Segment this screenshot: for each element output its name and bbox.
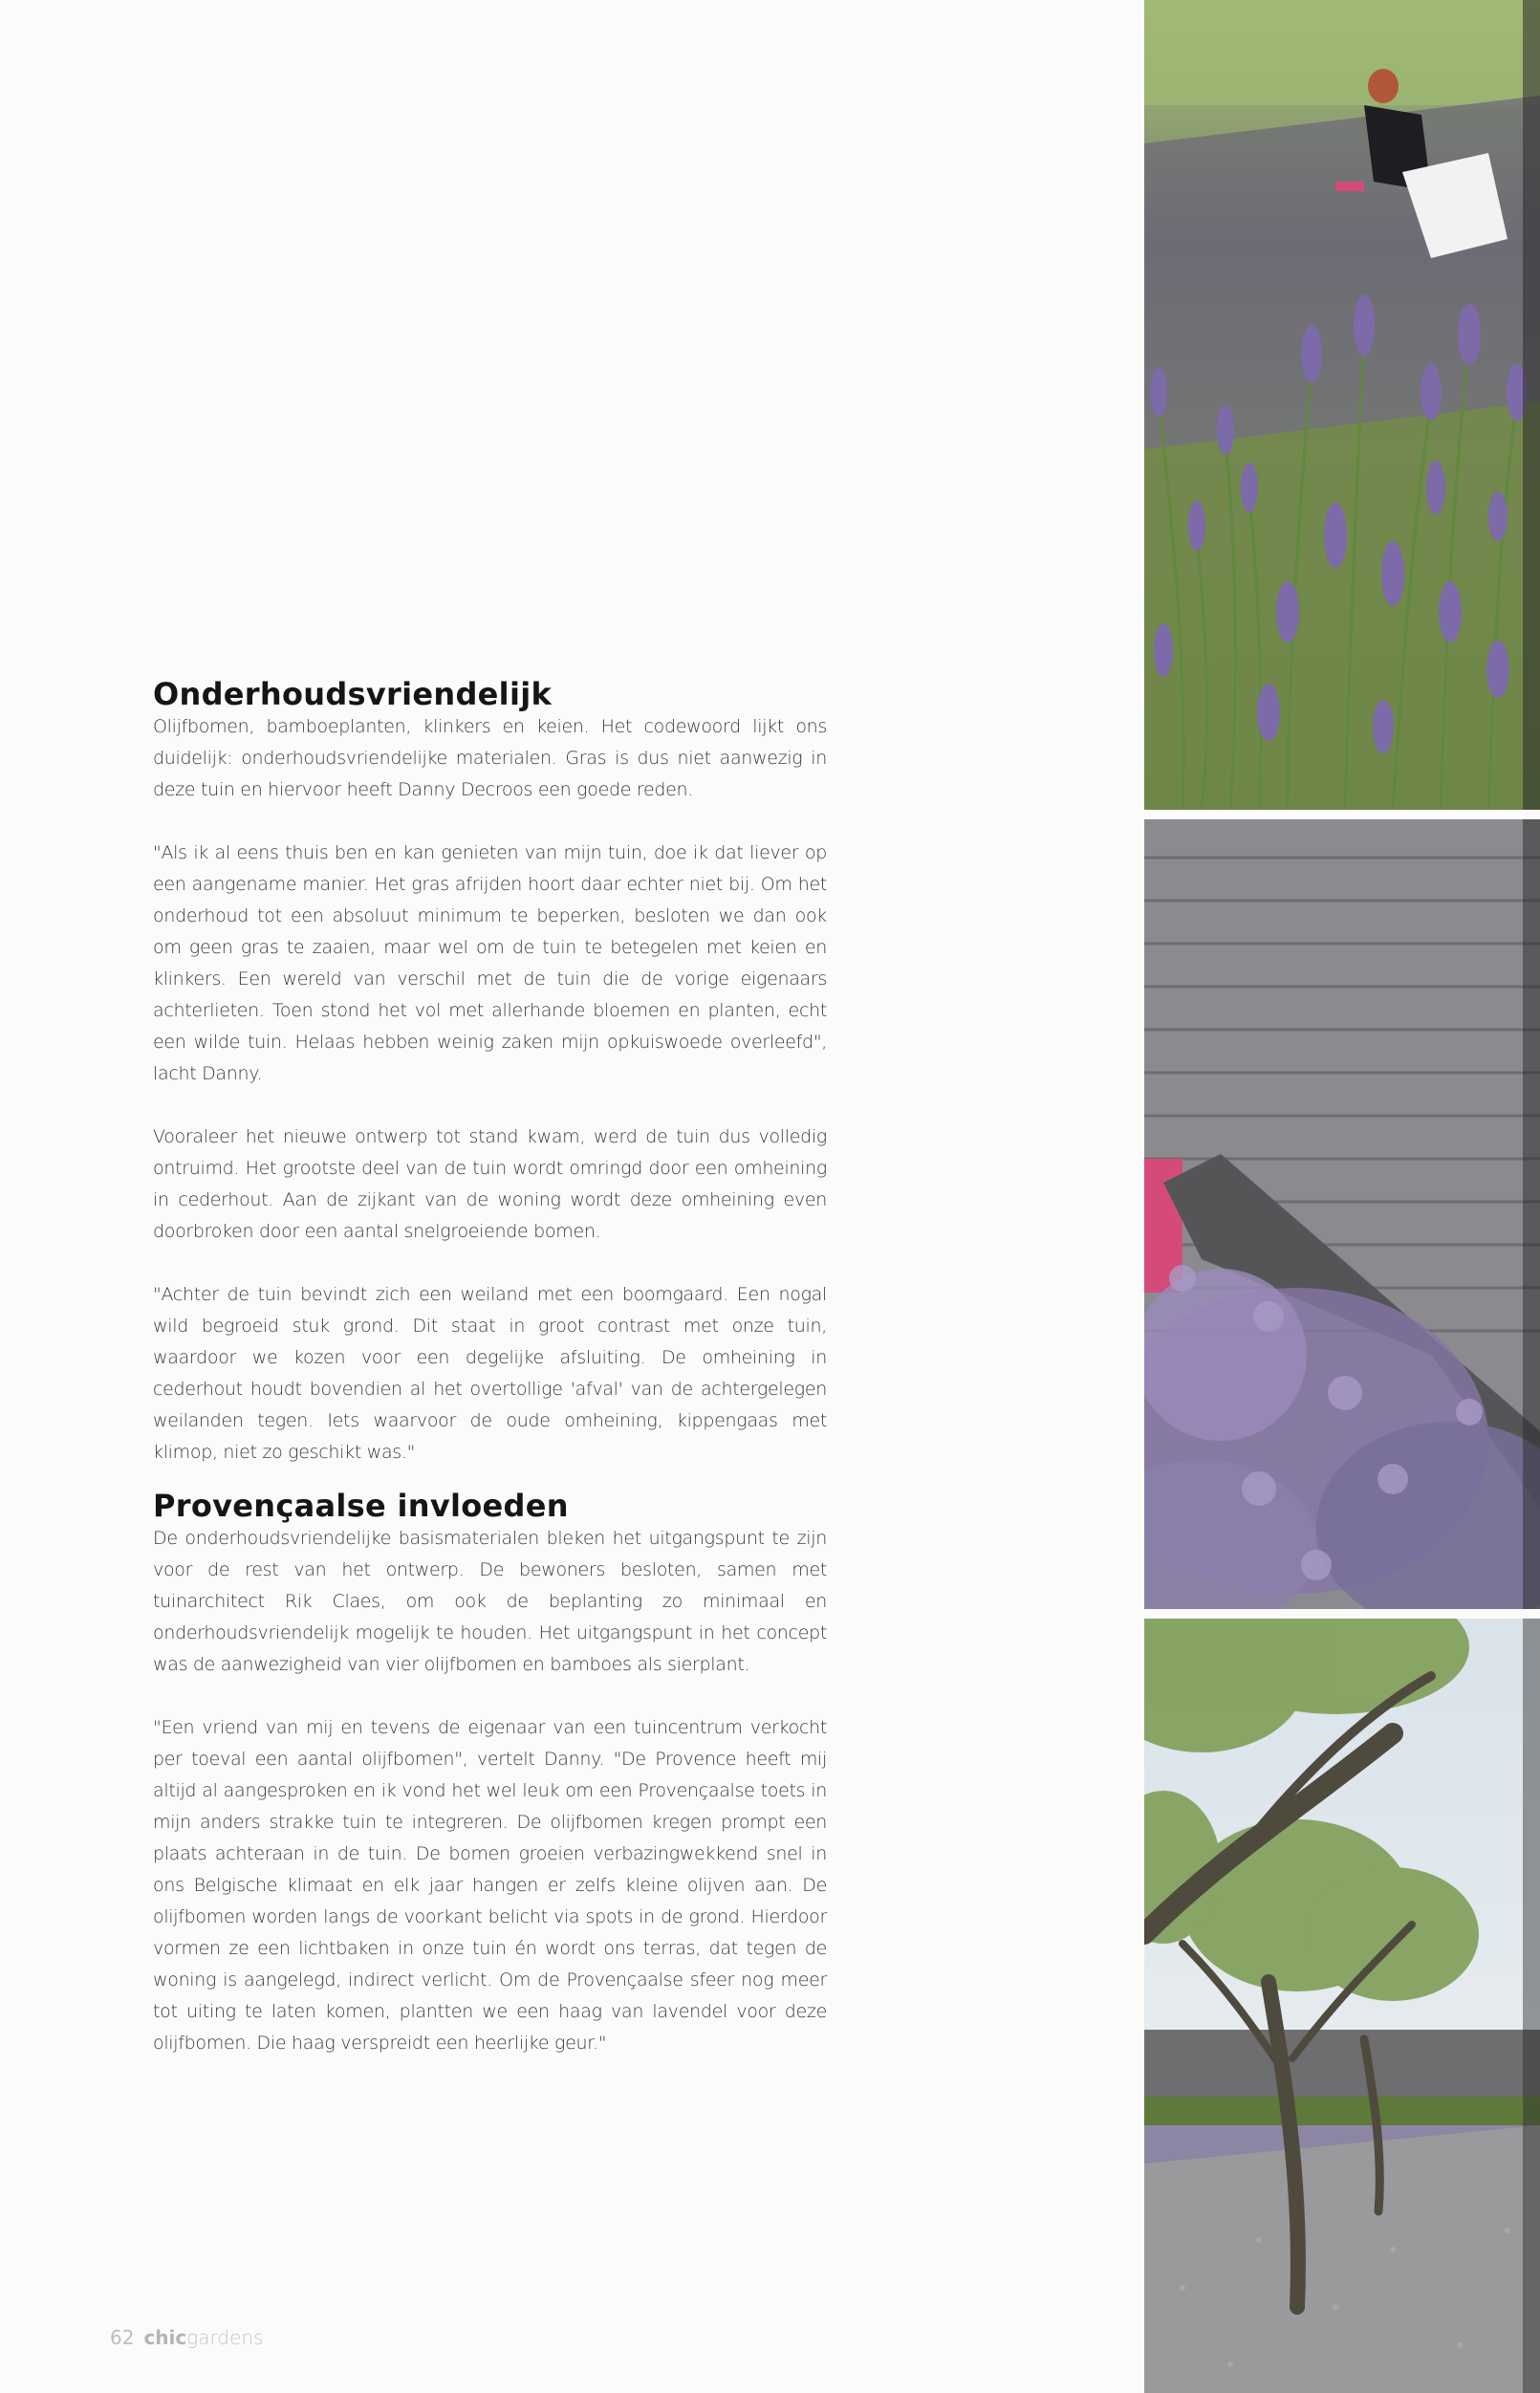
section-heading: Onderhoudsvriendelijk: [153, 676, 553, 712]
body-paragraph: "Als ik al eens thuis ben en kan genieten van mijn tuin, doe ik dat liever op een aangename manier. Het gras afrijden hoort daar echter niet bij. Om het onderhoud tot een absoluut minimum te beperken, besloten we dan ook om geen gras te zaaien, maar wel om de tuin te betegelen met keien en klinkers. Een wereld van verschil met de tuin die de vorige eigenaars achterlieten. Toen stond het vol met allerhande bloemen en planten, echt een wilde tuin. Helaas hebben weinig zaken mijn opkuiswoede overleefd", lacht Danny.: [153, 842, 827, 1084]
body-paragraph: "Achter de tuin bevindt zich een weiland met een boomgaard. Een nogal wild begroeid stuk grond. Dit staat in groot contrast met onze tuin, waardoor we kozen voor een degelijke afsluiting. De omheining in cederhout houdt bovendien al het overtollige 'afval' van de achtergelegen weilanden tegen. Iets waarvoor de oude omheining, kippengaas met klimop, niet zo geschikt was.": [153, 1284, 827, 1463]
section-provencaalse-invloeden: [153, 1489, 827, 2059]
photo-lavender-woman: [1144, 0, 1540, 810]
body-paragraph: "Een vriend van mij en tevens de eigenaar van een tuincentrum verkocht per toeval een aantal olijfbomen", vertelt Danny. "De Provence heeft mij altijd al aangesproken en ik vond het wel leuk om een Provençaalse toets in mijn anders strakke tuin te integreren. De olijfbomen kregen prompt een plaats achteraan in de tuin. De bomen groeien verbazingwekkend snel in ons Belgische klimaat en elk jaar hangen er zelfs kleine olijven aan. De olijfbomen worden langs de voorkant belicht via spots in de grond. Hierdoor vormen ze een lichtbaken in onze tuin én wordt ons terras, dat tegen de woning is aangelegd, indirect verlicht. Om de Provençaalse sfeer nog meer tot uiting te laten komen, plantten we een haag van lavendel voor deze olijfbomen. Die haag verspreidt een heerlijke geur.": [153, 1717, 827, 2054]
body-paragraph: Olijfbomen, bamboeplanten, klinkers en keien. Het codewoord lijkt ons duidelijk: onderhoudsvriendelijke materialen. Gras is dus niet aanwezig in deze tuin en hiervoor heeft Danny Decroos een goede reden.: [153, 716, 827, 800]
brand-logo-light: gardens: [186, 2326, 264, 2349]
page-footer: [110, 2326, 264, 2349]
page-number: 62: [110, 2326, 135, 2349]
body-paragraph: Vooraleer het nieuwe ontwerp tot stand kwam, werd de tuin dus volledig ontruimd. Het grootste deel van de tuin wordt omringd door een omheining in cederhout. Aan de zijkant van de woning wordt deze omheining even doorbroken door een aantal snelgroeiende bomen.: [153, 1126, 827, 1242]
brand-logo-bold: chic: [143, 2326, 187, 2349]
body-paragraph: De onderhoudsvriendelijke basismaterialen bleken het uitgangspunt te zijn voor de rest van het ontwerp. De bewoners besloten, samen met tuinarchitect Rik Claes, om ook de beplanting zo minimaal en onderhoudsvriendelijk mogelijk te houden. Het uitgangspunt in het concept was de aanwezigheid van vier olijfbomen en bamboes als sierplant.: [153, 1528, 827, 1675]
photo-fence-lavender: [1144, 819, 1540, 1609]
photo-olive-trees: [1144, 1619, 1540, 2393]
section-heading: Provençaalse invloeden: [153, 1488, 569, 1524]
section-onderhoudsvriendelijk: [153, 677, 827, 1468]
article-body: [153, 677, 827, 2091]
